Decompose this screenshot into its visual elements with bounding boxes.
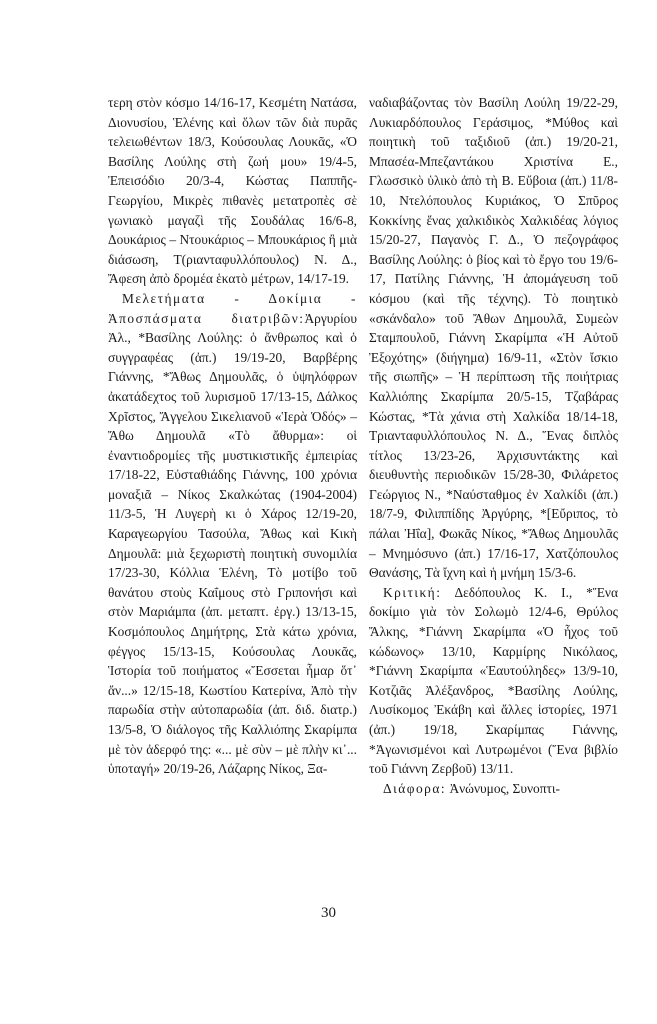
section-studies	[108, 289, 357, 779]
right-column	[369, 93, 618, 798]
section-criticism-entries: Δεδόπουλος Κ. Ι., *Ἕνα δοκίμιο γιὰ τὸν Σολωμὸ 12/4-6, Θρύλος Ἄλκης, *Γιάννη Σκαρίμπα «Ὁ ἦχος τοῦ κώδωνος» 13/10, Καρμίρης Νικόλαος, *Γιάννη Σκαρίμπα «Ἑαυτούληδες» 13/9-10, Κοτζιᾶς Ἀλέξανδρος, *Βασίλης Λούλης, Λυσίκομος Ἐκάβη καὶ ἄλλες ἱστορίες, 1971 (ἀπ.) 19/18, Σκαρίμπας Γιάννης, *Ἀγωνισμένοι καὶ Λυτρωμένοι (Ἕνα βιβλίο τοῦ Γιάννη Ζερβοῦ) 13/11.	[369, 584, 618, 777]
section-miscellaneous-entries: Ἀνώνυμος, Συνοπτι-	[449, 780, 560, 796]
section-criticism	[369, 583, 618, 779]
left-column	[108, 93, 357, 779]
section-label-studies: Μελετήματα - Δοκίμια - Ἀποσπάσματα διατριβῶν:	[108, 290, 357, 326]
section-miscellaneous	[369, 779, 618, 799]
page-number: 30	[321, 905, 336, 921]
index-entries-continued: τερη στὸν κόσμο 14/16-17, Κεσμέτη Νατάσα, Διονυσίου, Ἑλένης καὶ ὅλων τῶν διὰ πυρᾶς τελειωθέντων 18/3, Κούσουλας Λουκᾶς, «Ὁ Βασίλης Λούλης στὴ ζωή μου» 19/4-5, Ἐπεισόδιο 20/3-4, Κώστας Παππῆς-Γεωργίου, Μικρὲς πιθανὲς μετατροπὲς σὲ γωνιακὸ μαγαζὶ τῆς Σουδάλας 16/6-8, Δουκάριος – Ντουκάριος – Μπουκάριος ἢ μιὰ διάσωση, Τ(ριανταφυλλόπουλος) Ν. Δ., Ἄφεση ἀπὸ δρομέα ἑκατὸ μέτρων, 14/17-19.	[108, 95, 357, 287]
section-studies-entries: Ἀργυρίου Ἀλ., *Βασίλης Λούλης: ὁ ἄνθρωπος καὶ ὁ συγγραφέας (ἀπ.) 19/19-20, Βαρβέρης Γιάννης, *Ἄθως Δημουλᾶς, ὁ ὑψηλόφρων ἀκατάδεχτος τοῦ λυρισμοῦ 17/13-15, Δάλκος Χρῖστος, Ἄγγελου Σικελιανοῦ «Ἱερὰ Ὁδός» – Ἄθω Δημουλᾶ «Τὸ ἄθυρμα»: οἱ ἐναντιοδρομίες τῆς μυστικιστικῆς ἐμπειρίας 17/18-22, Εὐσταθιάδης Γιάννης, 100 χρόνια μοναξιᾶ – Νίκος Σκαλκώτας (1904-2004) 11/3-5, Ἡ Λυγερὴ κι ὁ Χάρος 12/19-20, Καραγεωργίου Τασούλα, Ἄθως καὶ Κικὴ Δημουλᾶ: μιὰ ξεχωριστὴ ποιητικὴ συνομιλία 17/23-30, Κόλλια Ἑλένη, Τὸ μοτίβο τοῦ θανάτου στοὺς Καΐμους στὸ Γριπονήσι καὶ στὸν Μαριάμπα (ἀπ. μεταπτ. ἐργ.) 13/13-15, Κοσμόπουλος Δημήτρης, Στὰ κάτω χρόνια, φέγγος 15/13-15, Κούσουλας Λουκᾶς, Ἱστορία τοῦ ποιήματος «Ἔσσεται ἦμαρ ὅτ᾽ ἄν...» 12/15-18, Κωστίου Κατερίνα, Ἀπὸ τὴν παρωδία στὴν αὐτοπαρωδία (ἀπ. διδ. διατρ.) 13/5-8, Ὁ διάλογος τῆς Καλλιόπης Σκαρίμπα μὲ τὸν ἀδερφό της: «... μὲ σὺν – μὲ πλὴν κι᾽... ὑποταγή» 20/19-26, Λάζαρης Νίκος, Ξα-	[108, 310, 357, 777]
section-label-criticism: Κριτική:	[383, 584, 442, 600]
index-entries-continued-right: ναδιαβάζοντας τὸν Βασίλη Λούλη 19/22-29, Λυκιαρδόπουλος Γεράσιμος, *Μύθος καὶ ποιητικὴ τοῦ ταξιδιοῦ (ἀπ.) 19/20-21, Μπασέα-Μπεζαντάκου Χριστίνα Ε., Γλωσσικὸ ὑλικὸ ἀπὸ τὴ Β. Εὔβοια (ἀπ.) 11/8-10, Ντελόπουλος Κυριάκος, Ὁ Σπῦρος Κοκκίνης ἕνας χαλκιδικὸς Χαλκιδέας λόγιος 15/20-27, Παγανὸς Γ. Δ., Ὁ πεζογράφος Βασίλης Λούλης: ὁ βίος καὶ τὸ ἔργο του 19/6-17, Πατίλης Γιάννης, Ἡ ἀπομάγευση τοῦ κόσμου (καὶ τῆς τέχνης). Τὸ ποιητικὸ «σκάνδαλο» τοῦ Ἄθων Δημουλᾶ, Συμεὼν Σταμπουλοῦ, Γιάννη Σκαρίμπα «Ἡ Αὐτοῦ Ἐξοχότης» (διήγημα) 16/9-11, «Στὸν ἴσκιο τῆς σιωπῆς» – Ἡ περίπτωση τῆς ποιήτριας Καλλιόπης Σκαρίμπα 20/5-15, Τζαβάρας Κώστας, *Τὰ χάνια στὴ Χαλκίδα 18/14-18, Τριανταφυλλόπουλος Ν. Δ., Ἕνας διπλὸς τίτλος 13/23-26, Ἀρχισυντάκτης καὶ διευθυντὴς περιοδικῶν 15/28-30, Φιλάρετος Γεώργιος Ν., *Ναύσταθμος ἐν Χαλκίδι (ἀπ.) 18/7-9, Φιλιππίδης Ἀργύρης, *[Εὔριπος, τὸ πάλαι Ἠΐα], Φωκᾶς Νίκος, *Ἄθως Δημουλᾶς – Μνημόσυνο (ἀπ.) 17/16-17, Χατζόπουλος Θανάσης, Τὰ ἴχνη καὶ ἡ μνήμη 15/3-6.	[369, 95, 618, 581]
section-label-miscellaneous: Διάφορα:	[383, 780, 447, 796]
